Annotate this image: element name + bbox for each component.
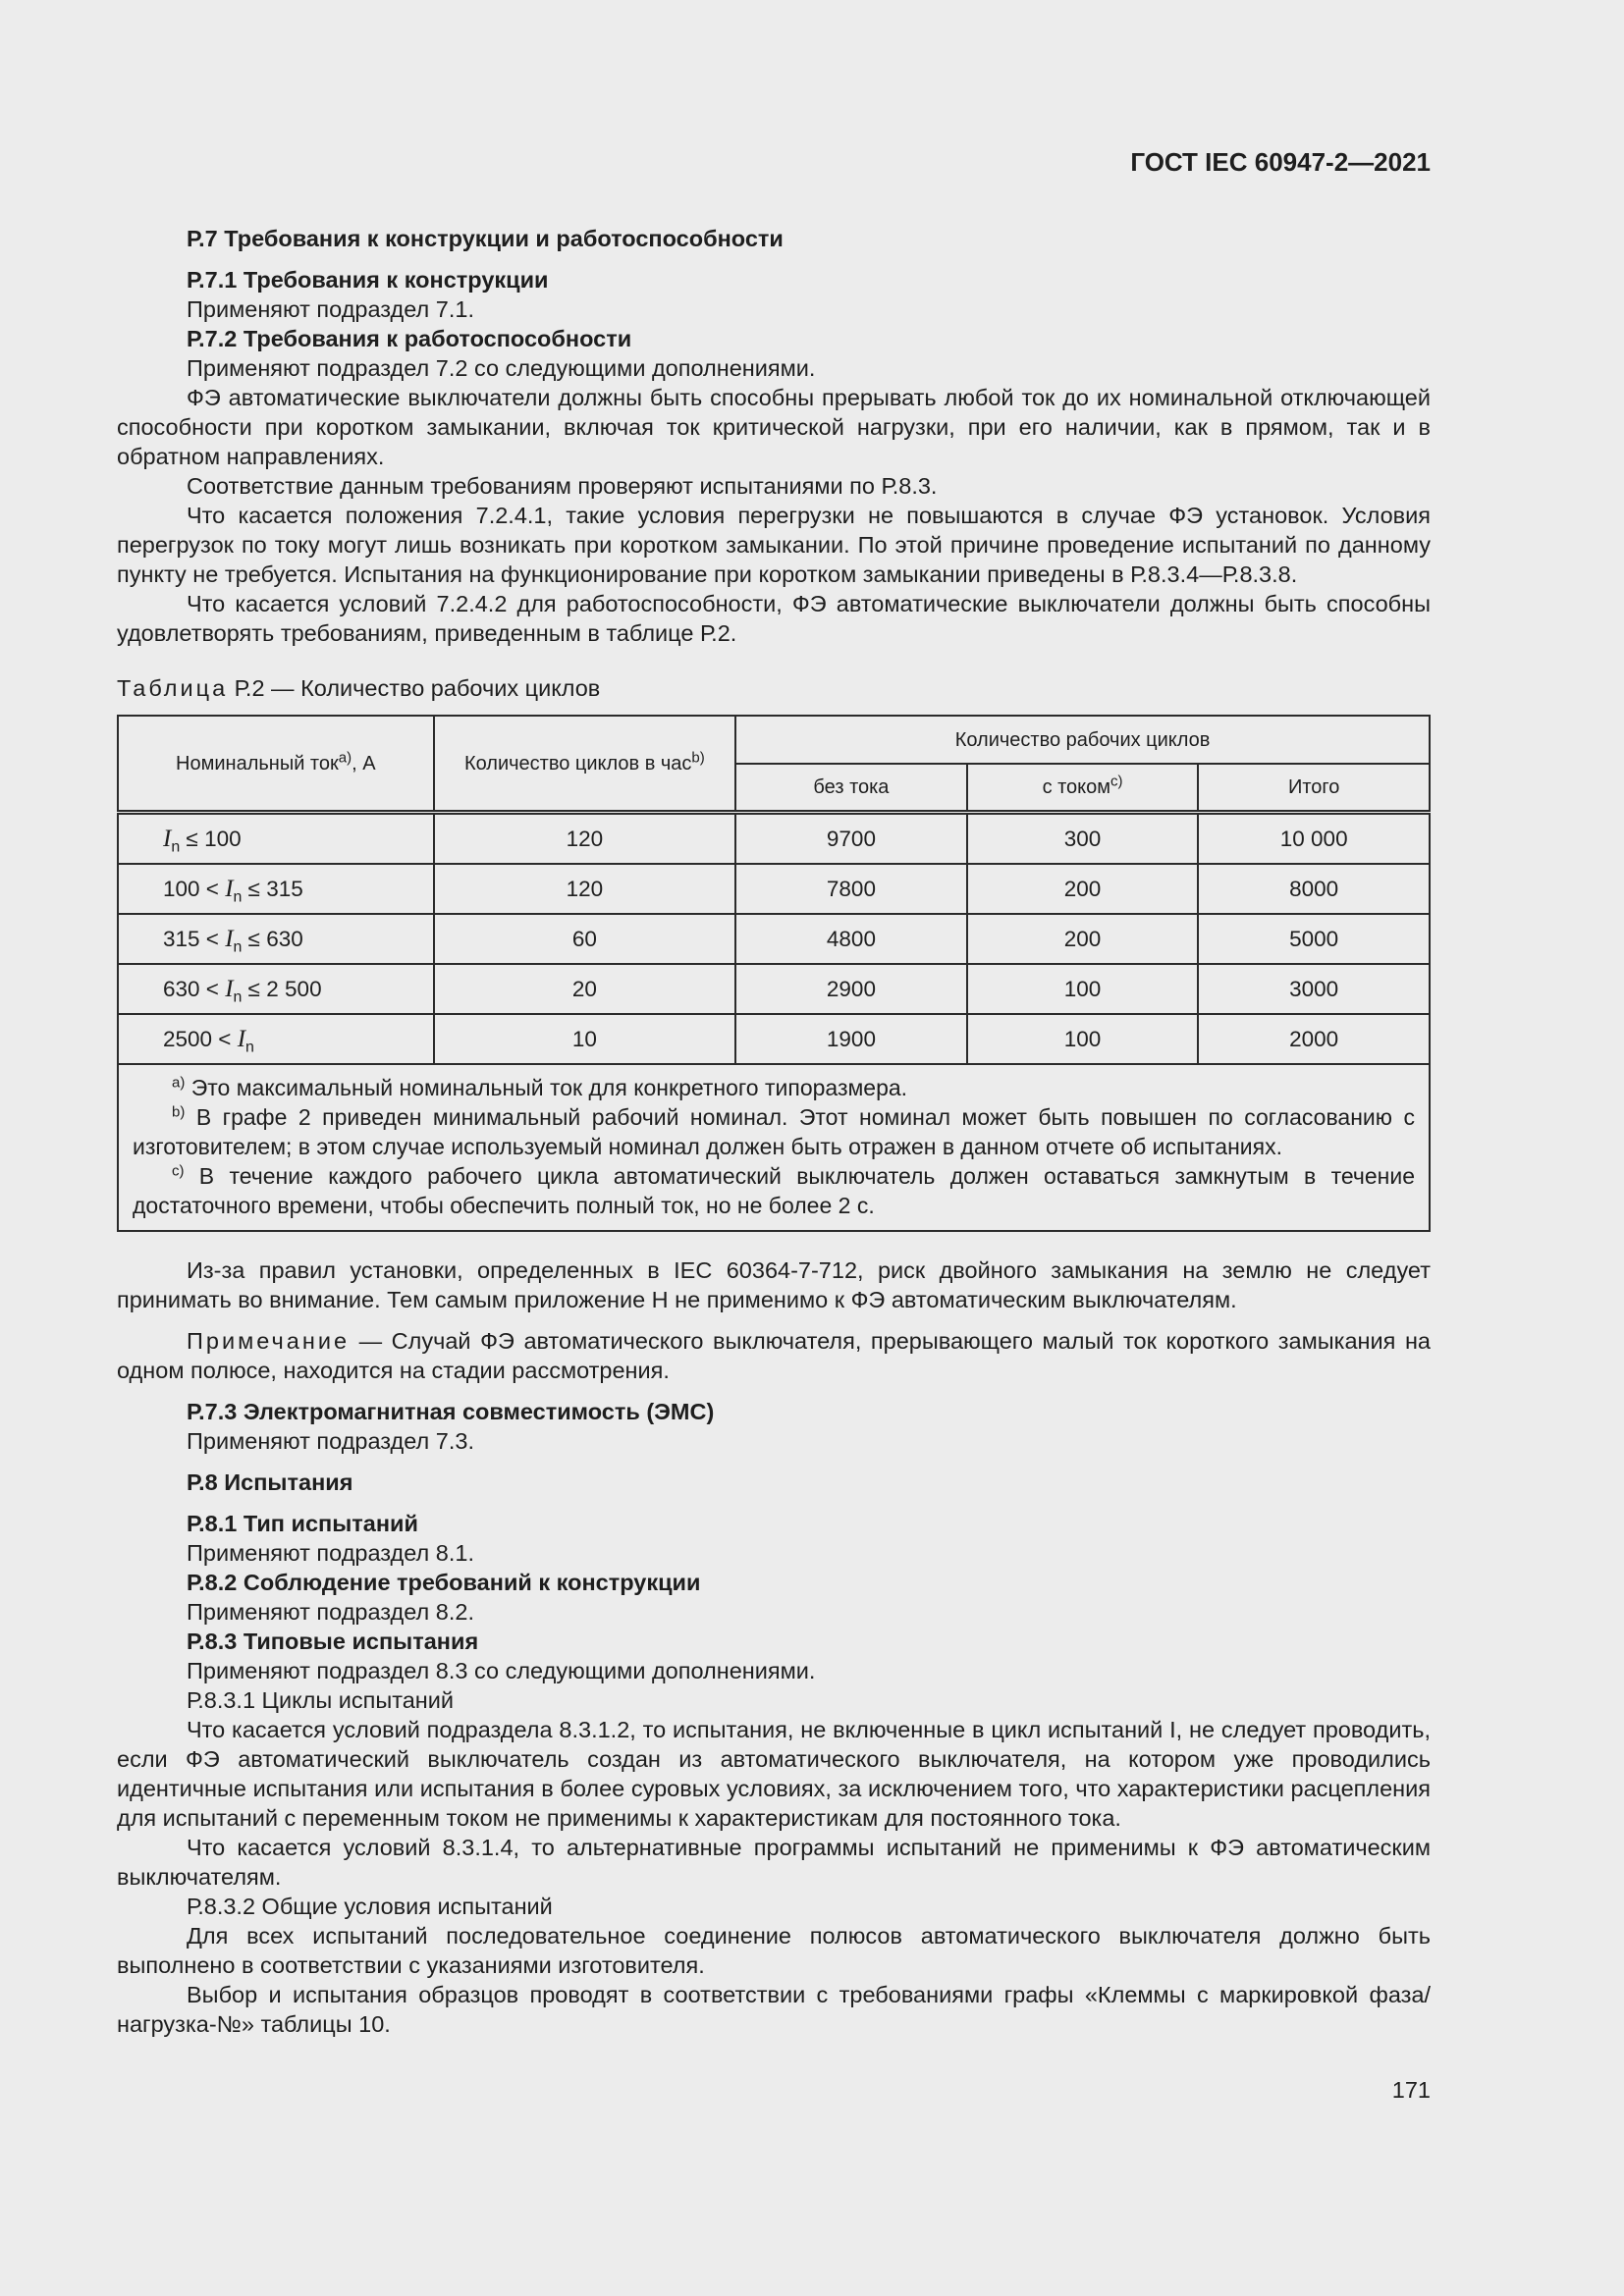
header-total: Итого (1198, 764, 1430, 813)
note-label: Примечание (187, 1328, 351, 1354)
subsection-heading-p73: Р.7.3 Электромагнитная совместимость (ЭМС) (187, 1399, 715, 1424)
table-caption (117, 673, 1431, 703)
header-operating-cycles: Количество рабочих циклов (735, 716, 1430, 764)
cell-without-current: 1900 (735, 1014, 967, 1064)
cell-with-current: 200 (967, 864, 1199, 914)
cell-cycles-per-hour: 10 (434, 1014, 736, 1064)
header-cycles-per-hour: Количество циклов в час$^{b)}$ (434, 716, 736, 813)
table-row (118, 964, 1430, 1014)
table-row (118, 914, 1430, 964)
paragraph: Из-за правил установки, определенных в IEC 60364-7-712, риск двойного замыкания на землю не следует принимать во внимание. Тем самым приложение Н не применимо к ФЭ автоматическим выключателям. (117, 1257, 1431, 1312)
note-paragraph (117, 1326, 1431, 1385)
cell-total: 8000 (1198, 864, 1430, 914)
paragraph: Что касается условий подраздела 8.3.1.2, то испытания, не включенные в цикл испытаний I, не следует проводить, если ФЭ автоматический выключатель создан из автоматического выключателя, на котором уже проводились идентичные испытания или испытания в более суровых условиях, за исключением того, что характеристики расцепления для испытаний с переменным током не применимы к характеристикам для постоянного тока. (117, 1717, 1431, 1831)
cell-with-current: 200 (967, 914, 1199, 964)
cell-total: 2000 (1198, 1014, 1430, 1064)
paragraph: Для всех испытаний последовательное соединение полюсов автоматического выключателя должно быть выполнено в соответствии с указаниями изготовителя. (117, 1923, 1431, 1978)
section-heading-p8: Р.8 Испытания (187, 1469, 353, 1495)
table-caption-text: Р.2 — Количество рабочих циклов (228, 675, 601, 701)
header-with-current: с током$^{c)}$ (967, 764, 1199, 813)
footnote-c: $^{c)}$ В течение каждого рабочего цикла автоматический выключатель должен оставаться замкнутым в течение достаточного времени, чтобы обеспечить полный ток, но не более 2 с. (133, 1162, 1415, 1218)
page-number: 171 (1391, 2077, 1431, 2103)
cell-without-current: 2900 (735, 964, 967, 1014)
paragraph: Применяют подраздел 7.1. (187, 296, 474, 322)
cell-cycles-per-hour: 120 (434, 864, 736, 914)
paragraph: Что касается положения 7.2.4.1, такие условия перегрузки не повышаются в случае ФЭ установок. Условия перегрузок по току могут лишь возникать при коротком замыкании. По этой причине проведение испытаний по данному пункту не требуется. Испытания на функционирование при коротком замыкании приведены в Р.8.3.4—Р.8.3.8. (117, 503, 1431, 587)
paragraph: Применяют подраздел 8.2. (187, 1599, 474, 1625)
paragraph: Выбор и испытания образцов проводят в соответствии с требованиями графы «Клеммы с маркировкой фаза/нагрузка-№» таблицы 10. (117, 1982, 1431, 2037)
table-row (118, 1014, 1430, 1064)
clause-heading-p831: Р.8.3.1 Циклы испытаний (187, 1687, 455, 1713)
subsection-heading-p72: Р.7.2 Требования к работоспособности (187, 326, 632, 351)
paragraph: Соответствие данным требованиям проверяют испытаниями по Р.8.3. (187, 473, 938, 499)
note-text: — Случай ФЭ автоматического выключателя, прерывающего малый ток короткого замыкания на одном полюсе, находится на стадии рассмотрения. (117, 1328, 1431, 1383)
cell-with-current: 300 (967, 813, 1199, 865)
subsection-heading-p82: Р.8.2 Соблюдение требований к конструкции (187, 1570, 701, 1595)
operating-cycles-table (117, 715, 1431, 1232)
paragraph: Применяют подраздел 7.2 со следующими дополнениями. (187, 355, 816, 381)
subsection-heading-p81: Р.8.1 Тип испытаний (187, 1511, 418, 1536)
cell-total: 3000 (1198, 964, 1430, 1014)
cell-with-current: 100 (967, 964, 1199, 1014)
paragraph: Применяют подраздел 7.3. (187, 1428, 474, 1454)
cell-total: 10 000 (1198, 813, 1430, 865)
cell-cycles-per-hour: 60 (434, 914, 736, 964)
cell-current-range: $630 < I_n \le 2$ 500 (118, 964, 434, 1014)
section-heading-p7: Р.7 Требования к конструкции и работоспособности (187, 226, 784, 251)
subsection-heading-p83: Р.8.3 Типовые испытания (187, 1629, 479, 1654)
header-without-current: без тока (735, 764, 967, 813)
cell-with-current: 100 (967, 1014, 1199, 1064)
cell-cycles-per-hour: 20 (434, 964, 736, 1014)
subsection-heading-p71: Р.7.1 Требования к конструкции (187, 267, 549, 293)
footnote-a: $^{a)}$ Это максимальный номинальный ток для конкретного типоразмера. (172, 1074, 908, 1100)
cell-without-current: 9700 (735, 813, 967, 865)
clause-heading-p832: Р.8.3.2 Общие условия испытаний (187, 1894, 553, 1919)
cell-without-current: 7800 (735, 864, 967, 914)
table-footnotes (118, 1064, 1430, 1231)
paragraph: ФЭ автоматические выключатели должны быть способны прерывать любой ток до их номинальной отключающей способности при коротком замыкании, включая ток критической нагрузки, при его наличии, как в прямом, так и в обратном направлениях. (117, 385, 1431, 469)
document-body (117, 224, 1431, 2039)
paragraph: Что касается условий 8.3.1.4, то альтернативные программы испытаний не применимы к ФЭ автоматическим выключателям. (117, 1835, 1431, 1890)
paragraph: Применяют подраздел 8.3 со следующими дополнениями. (187, 1658, 816, 1683)
cell-current-range: $2500 < I_n$ (118, 1014, 434, 1064)
cell-current-range: $100 < I_n \le 315$ (118, 864, 434, 914)
table-row (118, 813, 1430, 865)
paragraph: Применяют подраздел 8.1. (187, 1540, 474, 1566)
cell-current-range: $I_n \le 100$ (118, 813, 434, 865)
table-caption-label: Таблица (117, 675, 229, 701)
cell-total: 5000 (1198, 914, 1430, 964)
document-header: ГОСТ IEC 60947-2—2021 (1130, 147, 1431, 177)
table-row (118, 864, 1430, 914)
cell-cycles-per-hour: 120 (434, 813, 736, 865)
footnote-b: $^{b)}$ В графе 2 приведен минимальный рабочий номинал. Этот номинал может быть повышен по согласованию с изготовителем; в этом случае используемый номинал должен быть отражен в данном отчете об испытаниях. (133, 1103, 1415, 1159)
cell-current-range: $315 < I_n \le 630$ (118, 914, 434, 964)
paragraph: Что касается условий 7.2.4.2 для работоспособности, ФЭ автоматические выключатели должны быть способны удовлетворять требованиям, приведенным в таблице Р.2. (117, 591, 1431, 646)
cell-without-current: 4800 (735, 914, 967, 964)
header-rated-current: Номинальный ток$^{a)}$, А (118, 716, 434, 813)
